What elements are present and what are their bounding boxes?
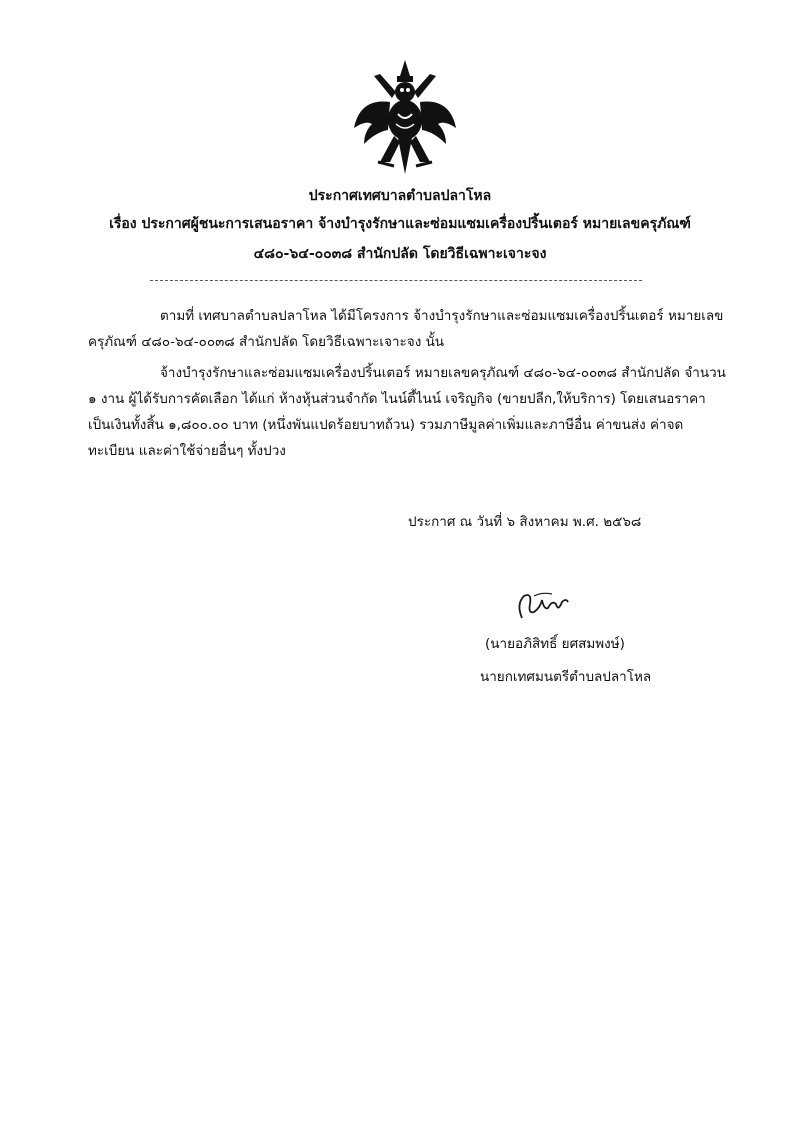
signer-name: (นายอภิสิทธิ์ ยศสมพงษ์) — [485, 636, 625, 652]
subject-line-2: ๔๘๐-๖๔-๐๐๓๘ สำนักปลัด โดยวิธีเฉพาะเจาะจง — [253, 246, 547, 262]
paragraph-2-text: จ้างบำรุงรักษาและซ่อมแซมเครื่องปริ้นเตอร์ หมายเลขครุภัณฑ์ ๔๘๐-๖๔-๐๐๓๘ สำนักปลัด จำนวน ๑ งาน ผู้ได้รับการคัดเลือก ได้แก่ ห้างหุ้นส่วนจำกัด ไนน์ตี้ไนน์ เจริญกิจ (ขายปลีก,ให้บริการ) โดยเสนอราคา เป็นเงินทั้งสิ้น ๑,๘๐๐.๐๐ บาท (หนึ่งพันแปดร้อยบาทถ้วน) รวมภาษีมูลค่าเพิ่มและภาษีอื่น ค่าขนส่ง ค่าจดทะเบียน และค่าใช้จ่ายอื่นๆ ทั้งปวง — [88, 365, 726, 459]
subject-line-1: เรื่อง ประกาศผู้ชนะการเสนอราคา จ้างบำรุงรักษาและซ่อมแซมเครื่องปริ้นเตอร์ หมายเลขครุภัณฑ์ — [109, 216, 691, 232]
paragraph-1-text: ตามที่ เทศบาลตำบลปลาโหล ได้มีโครงการ จ้างบำรุงรักษาและซ่อมแซมเครื่องปริ้นเตอร์ หมายเลขครุภัณฑ์ ๔๘๐-๖๔-๐๐๓๘ สำนักปลัด โดยวิธีเฉพาะเจาะจง นั้น — [88, 308, 724, 350]
divider — [150, 280, 642, 281]
document-title: ประกาศเทศบาลตำบลปลาโหล — [308, 188, 492, 204]
signature-icon — [512, 590, 572, 626]
signer-position: นายกเทศมนตรีตำบลปลาโหล — [480, 669, 652, 685]
paragraph-1 — [88, 303, 728, 355]
garuda-emblem-icon — [350, 58, 460, 178]
announcement-date: ประกาศ ณ วันที่ ๖ สิงหาคม พ.ศ. ๒๕๖๘ — [408, 514, 642, 530]
paragraph-2 — [88, 360, 728, 464]
